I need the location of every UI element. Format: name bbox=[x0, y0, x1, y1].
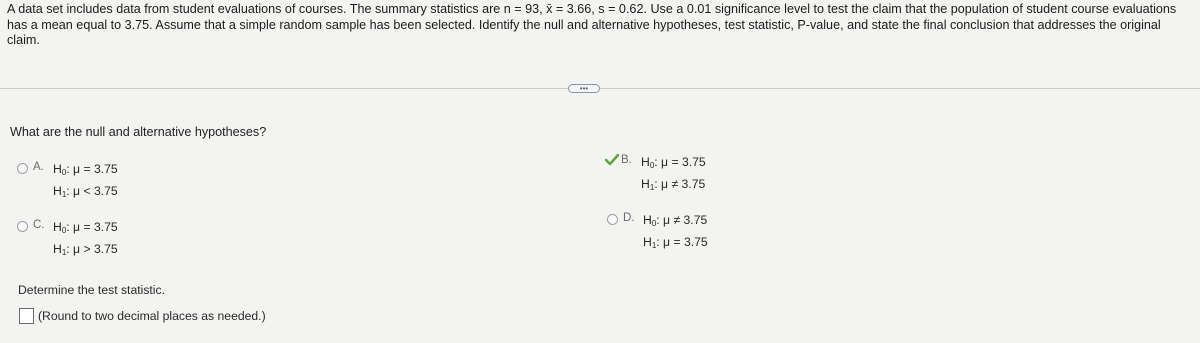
test-statistic-prompt: Determine the test statistic. bbox=[18, 283, 165, 297]
choice-b[interactable] bbox=[605, 153, 706, 197]
choice-d-letter: D. bbox=[623, 212, 635, 224]
choice-c[interactable] bbox=[17, 218, 118, 262]
choice-c-letter: C. bbox=[33, 219, 45, 231]
choice-a-h1: $H_1$: μ < 3.75 bbox=[53, 184, 118, 199]
test-statistic-row bbox=[19, 308, 266, 324]
choice-c-h0: $H_0$: μ = 3.75 bbox=[53, 220, 118, 235]
choice-b-letter: B. bbox=[621, 154, 632, 166]
radio-c[interactable] bbox=[17, 221, 28, 232]
choice-d-h1: $H_1$: μ = 3.75 bbox=[643, 235, 708, 250]
choice-b-h0: $H_0$: μ = 3.75 bbox=[641, 155, 706, 170]
choice-a-letter: A. bbox=[33, 161, 44, 173]
radio-a[interactable] bbox=[17, 163, 28, 174]
choice-d-h0: $H_0$: μ ≠ 3.75 bbox=[643, 213, 708, 228]
choice-a-h0: $H_0$: μ = 3.75 bbox=[53, 162, 118, 177]
question-text: What are the null and alternative hypotheses? bbox=[10, 125, 267, 139]
choice-a[interactable] bbox=[17, 160, 118, 204]
problem-statement: A data set includes data from student evaluations of courses. The summary statistics are n = 93, x̄ = 3.66, s = 0.62. Use a 0.01 significance level to test the claim that the population of student course evaluations has a mean equal to 3.75. Assume that a simple random sample has been selected. Identify the null and alternative hypotheses, test statistic, P-value, and state the final conclusion that addresses the original claim. bbox=[7, 2, 1177, 47]
rounding-hint: (Round to two decimal places as needed.) bbox=[38, 309, 266, 323]
choice-b-h1: $H_1$: μ ≠ 3.75 bbox=[641, 177, 706, 192]
section-divider bbox=[0, 88, 1200, 89]
radio-d[interactable] bbox=[607, 214, 618, 225]
choice-d[interactable] bbox=[607, 211, 708, 255]
more-button[interactable]: ••• bbox=[568, 84, 600, 93]
check-icon bbox=[605, 154, 618, 166]
test-statistic-input[interactable] bbox=[19, 308, 34, 324]
choice-c-h1: $H_1$: μ > 3.75 bbox=[53, 242, 118, 257]
